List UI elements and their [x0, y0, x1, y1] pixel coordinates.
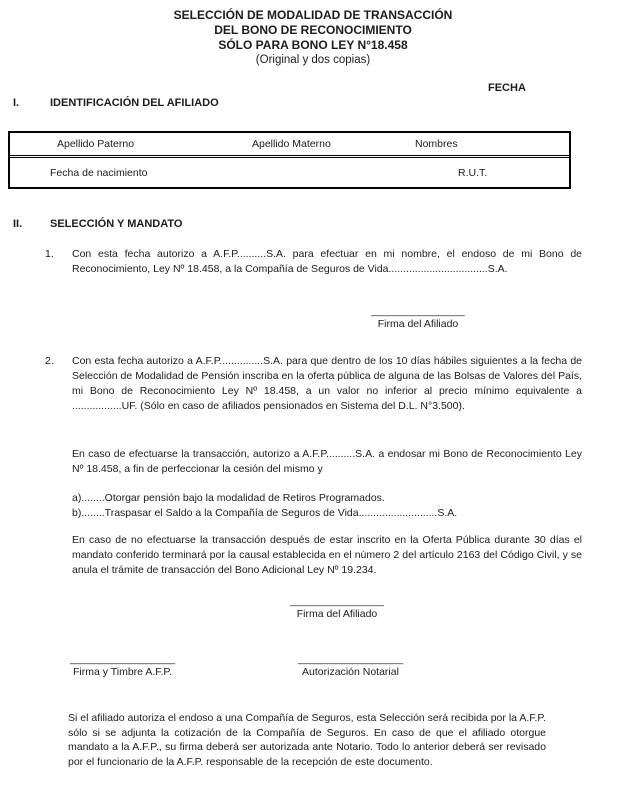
item-2-option-a: a)........Otorgar pensión bajo la modalidad de Retiros Programados.: [72, 492, 385, 504]
section-seleccion-title: SELECCIÓN Y MANDATO: [50, 218, 183, 230]
apellido-materno-label: Apellido Materno: [252, 138, 331, 150]
doc-title-line-3: SÓLO PARA BONO LEY N°18.458: [218, 38, 408, 52]
section-identificacion-title: IDENTIFICACIÓN DEL AFILIADO: [50, 97, 219, 109]
section-identificacion-number: I.: [13, 97, 20, 109]
signature-notarial-line: __________________: [297, 653, 404, 665]
item-1-text: Con esta fecha autorizo a A.F.P..........S.A. para efectuar en mi nombre, el endoso de mi Bono de Reconocimiento, Ley Nº 18.458, a la Compañía de Seguros de Vida..................................S.A.: [72, 248, 582, 275]
item-2-paragraph-2: En caso de efectuarse la transacción, autorizo a A.F.P..........S.A. a endosar mi Bono de Reconocimiento Ley Nº 18.458, a fin de perfeccionar la cesión del mismo y: [72, 448, 582, 475]
signature-notarial-label: Autorización Notarial: [302, 666, 399, 678]
afiliado-table-row-birth-rut: [10, 158, 569, 184]
rut-label: R.U.T.: [458, 167, 488, 179]
signature-afiliado-2: [267, 595, 407, 622]
section-identificacion-heading: [0, 96, 626, 111]
afiliado-table: [8, 131, 571, 189]
document-title-block: [0, 8, 626, 68]
item-2-option-b: b)........Traspasar el Saldo a la Compañía de Seguros de Vida...........................S.A.: [72, 507, 458, 519]
item-2-paragraph-1: Con esta fecha autorizo a A.F.P...............S.A. para que dentro de los 10 días hábiles siguientes a la fecha de Selección de Modalidad de Pensión inscriba en la oferta pública de alguna de las Bolsas de Valores del País, mi Bono de Reconocimiento Ley Nº 18.458, a un valor no inferior al precio mínimo equivalente a .................UF. (Sólo en caso de afiliados pensionados en Sistema del D.L. N°3.500).: [72, 355, 582, 412]
doc-title-line-2: DEL BONO DE RECONOCIMIENTO: [214, 23, 412, 37]
section-seleccion-number: II.: [13, 218, 23, 230]
section-seleccion-heading: [0, 217, 626, 232]
signature-afiliado-1-line: ________________: [371, 305, 465, 317]
doc-subtitle: (Original y dos copias): [255, 54, 371, 66]
item-2-paragraph-3: En caso de no efectuarse la transacción después de estar inscrito en la Oferta Pública durante 30 días el mandato conferido terminará por la causal establecida en el número 2 del artículo 2163 del Código Civil, y se anula el trámite de transacción del Bono Adicional Ley Nº 19.234.: [72, 534, 582, 576]
doc-title-line-1: SELECCIÓN DE MODALIDAD DE TRANSACCIÓN: [173, 8, 453, 22]
signature-afp-label: Firma y Timbre A.F.P.: [73, 666, 172, 678]
fecha-nacimiento-label: Fecha de nacimiento: [50, 167, 148, 179]
signature-afiliado-2-line: ________________: [290, 595, 384, 607]
item-1-number: 1.: [45, 248, 54, 260]
footer-note: Si el afiliado autoriza el endoso a una Compañía de Seguros, esta Selección será recibida por la A.F.P. sólo si se adjunta la cotización de la Compañía de Seguros. En caso de que el afiliado otorgue mandato a la A.F.P., su firma deberá ser autorizada ante Notario. Todo lo anterior deberá ser revisado por el funcionario de la A.F.P. responsable de la recepción de este documento.: [68, 712, 546, 768]
signature-afp-line: __________________: [69, 653, 176, 665]
signature-afp: [50, 653, 195, 680]
nombres-label: Nombres: [415, 138, 458, 150]
signature-afiliado-1-label: Firma del Afiliado: [377, 318, 459, 330]
item-2-number: 2.: [45, 355, 54, 367]
fecha-label: FECHA: [488, 82, 526, 94]
afiliado-table-row-names: [10, 133, 569, 158]
signature-afiliado-2-label: Firma del Afiliado: [296, 608, 378, 620]
signature-afiliado-1: [348, 305, 488, 332]
signature-notarial: [278, 653, 423, 680]
apellido-paterno-label: Apellido Paterno: [57, 138, 135, 150]
